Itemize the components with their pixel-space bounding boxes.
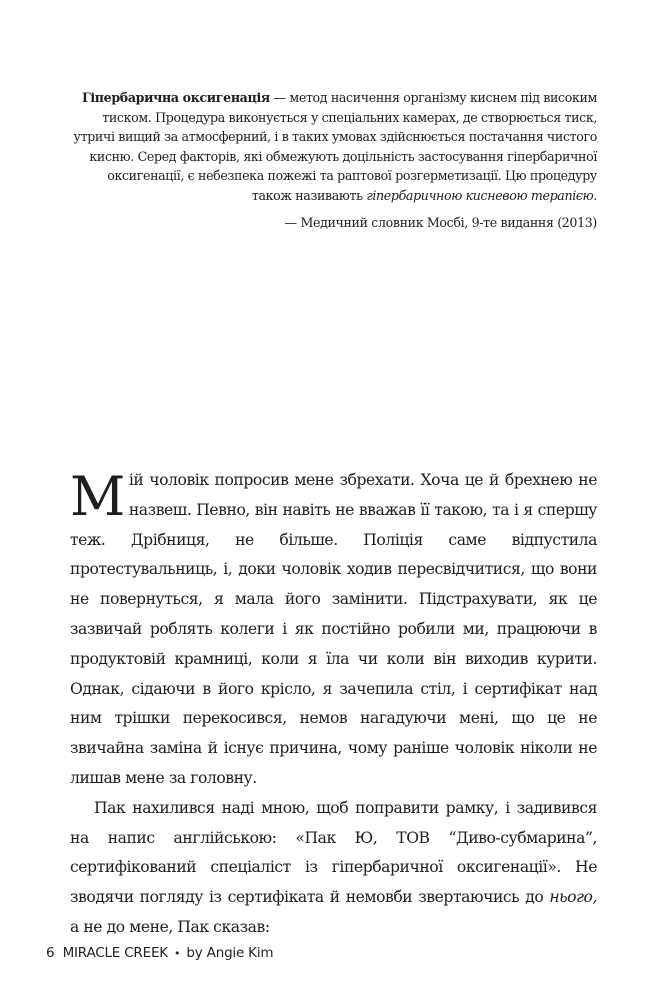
- epigraph-definition-text: — метод насичення організму киснем під високим тиском. Процедура виконується у спеціальних камерах, де створюється тиск, утричі вищий за атмосферний, і в таких умовах здійснюється постачання чистого кисню. Серед факторів, які обмежують доцільність застосування гіпербаричної оксигенації, є небезпека пожежі та раптової розгерметизації. Цю процедуру також називають: [73, 90, 597, 203]
- epigraph-term: Гіпербарична оксигенація: [82, 90, 270, 105]
- drop-cap: М: [70, 465, 125, 528]
- paragraph-1: [70, 466, 597, 794]
- paragraph-1-text: ій чоловік попросив мене збрехати. Хоча це й брехнею не назвеш. Певно, він навіть не вважав її такою, та і я спершу теж. Дрібниця, не більше. Поліція саме відпустила протестувальниць, і, доки чоловік ходив пересвідчитися, що вони не повернуться, я мала його замінити. Підстрахувати, як це зазвичай роблять колеги і як постійно робили ми, працюючи в продуктовій крамниці, коли я їла чи коли він виходив курити. Однак, сідаючи в його крісло, я зачепила стіл, і сертифікат над ним трішки перекосився, немов нагадуючи мені, що це не звичайна заміна й існує причина, чому раніше чоловік ніколи не лишав мене за головну.: [70, 471, 597, 787]
- epigraph-definition: [70, 88, 597, 206]
- paragraph-2-start: Пак нахилився наді мною, щоб поправити рамку, і задивився на напис англійською: «Пак Ю, ТОВ “Диво-субмарина”, сертифікований спеціаліст із гіпербаричної оксигенації». Не зводячи погляду із сертифіката й немовби звертаючись до: [70, 798, 597, 907]
- paragraph-2-end: а не до мене, Пак сказав:: [70, 917, 270, 936]
- chapter-text: [70, 466, 597, 943]
- page-number: 6: [46, 945, 55, 961]
- paragraph-2: [70, 794, 597, 943]
- book-author: by Angie Kim: [186, 945, 274, 961]
- epigraph-source: — Медичний словник Мосбі, 9-те видання (2013): [284, 214, 597, 230]
- epigraph: [70, 88, 597, 232]
- page-footer: [46, 945, 273, 961]
- bullet-separator: •: [174, 947, 181, 960]
- paragraph-2-italic: нього,: [549, 888, 597, 907]
- epigraph-italic-term: гіпербаричною кисневою терапією.: [366, 187, 597, 203]
- book-title: MIRACLE CREEK: [62, 945, 168, 961]
